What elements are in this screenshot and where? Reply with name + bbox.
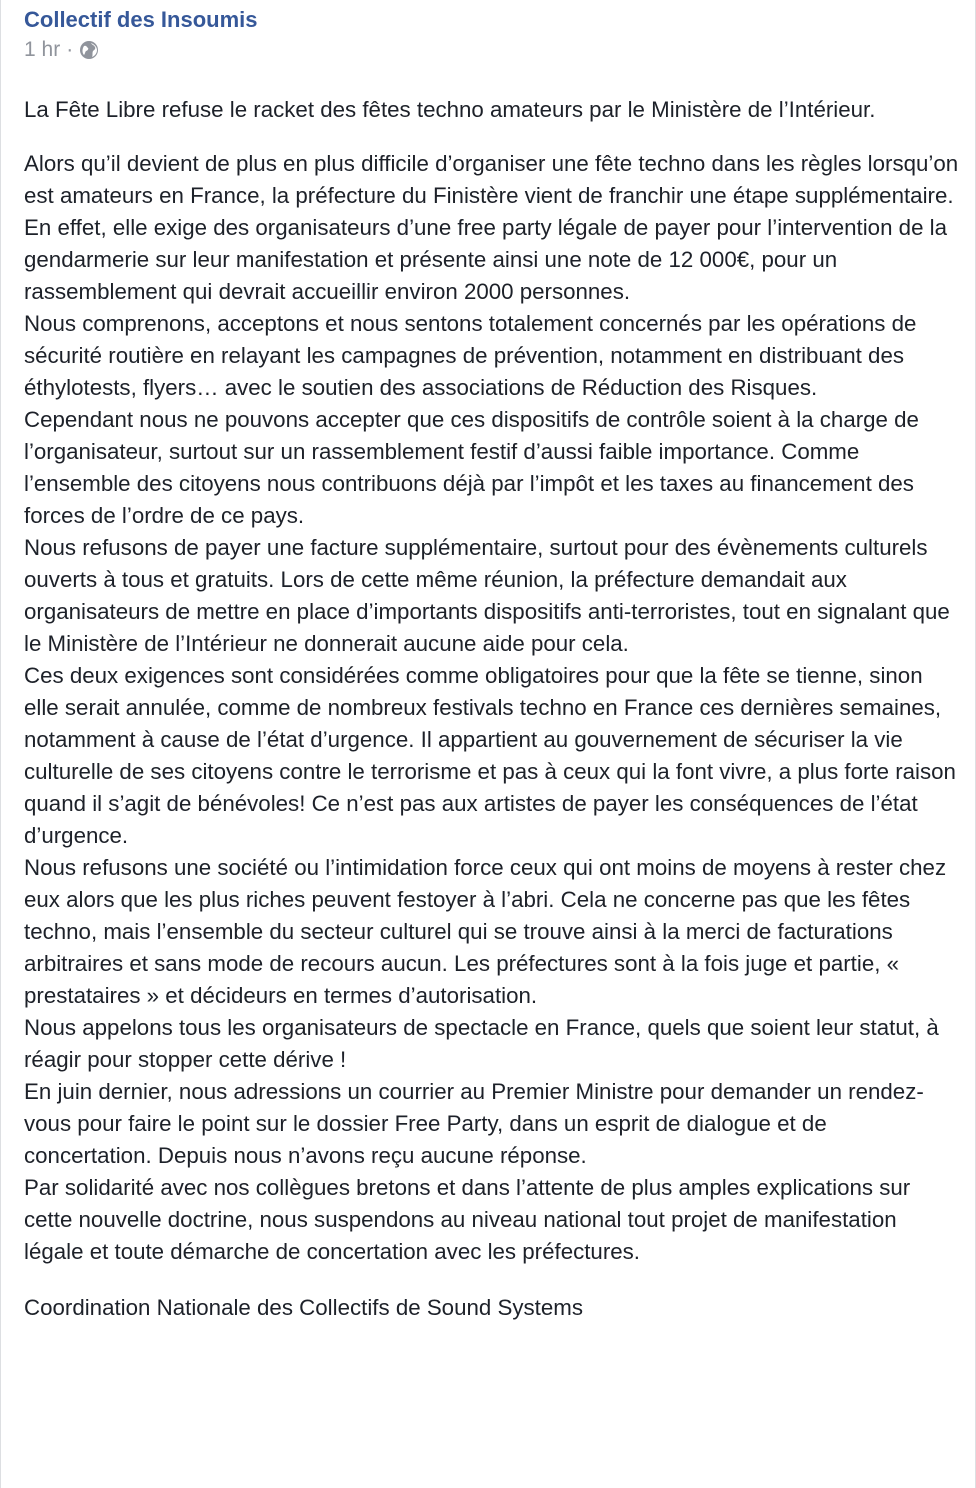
post-body [24,94,965,1324]
globe-icon[interactable] [79,40,99,60]
post-paragraph: Cependant nous ne pouvons accepter que ces dispositifs de contrôle soient à la charge de l’organisateur, surtout sur un rassemblement festif d’aussi faible importance. Comme l’ensemble des citoyens nous contribuons déjà par l’impôt et les taxes au financement des forces de l’ordre de ce pays. [24,407,926,528]
post-paragraph: Nous refusons une société ou l’intimidation force ceux qui ont moins de moyens à rester chez eux alors que les plus riches peuvent festoyer à l’abri. Cela ne concerne pas que les fêtes techno, mais l’ensemble du secteur culturel qui se trouve ainsi à la merci de facturations arbitraires et sans mode de recours aucun. Les préfectures sont à la fois juge et partie, « prestataires » et décideurs en termes d’autorisation. [24,855,953,1008]
post-paragraph: Alors qu’il devient de plus en plus difficile d’organiser une fête techno dans les règles lorsqu’on est amateurs en France, la préfecture du Finistère vient de franchir une étape supplémentaire. En effet, elle exige des organisateurs d’une free party légale de payer pour l’intervention de la gendarmerie sur leur manifestation et présente ainsi une note de 12 000€, pour un rassemblement qui devrait accueillir environ 2000 personnes. [24,151,965,304]
post-paragraph: En juin dernier, nous adressions un courrier au Premier Ministre pour demander un rendez-vous pour faire le point sur le dossier Free Party, dans un esprit de dialogue et de concertation. Depuis nous n’avons reçu aucune réponse. [24,1079,924,1168]
post-paragraph: Par solidarité avec nos collègues bretons et dans l’attente de plus amples explications sur cette nouvelle doctrine, nous suspendons au niveau national tout projet de manifestation légale et toute démarche de concertation avec les préfectures. [24,1175,917,1264]
post-paragraph: Ces deux exigences sont considérées comme obligatoires pour que la fête se tienne, sinon elle serait annulée, comme de nombreux festivals techno en France ces dernières semaines, notamment à cause de l’état d’urgence. Il appartient au gouvernement de sécuriser la vie culturelle de ses citoyens contre le terrorisme et pas à ceux qui la font vivre, a plus forte raison quand il s’agit de bénévoles! Ce n’est pas aux artistes de payer les conséquences de l’état d’urgence. [24,663,963,848]
post-paragraph: Nous appelons tous les organisateurs de spectacle en France, quels que soient leur statut, à réagir pour stopper cette dérive ! [24,1015,945,1072]
timestamp-link[interactable]: 1 hr [24,38,61,61]
post-meta [24,37,258,63]
post-paragraph: La Fête Libre refuse le racket des fêtes techno amateurs par le Ministère de l’Intérieur. [24,97,876,122]
author-name-link[interactable]: Collectif des Insoumis [24,7,258,32]
post-signature: Coordination Nationale des Collectifs de Sound Systems [24,1295,583,1320]
post-header [24,6,258,63]
post-paragraph: Nous comprenons, acceptons et nous sentons totalement concernés par les opérations de sécurité routière en relayant les campagnes de prévention, notamment en distribuant des éthylotests, flyers… avec le soutien des associations de Réduction des Risques. [24,311,923,400]
meta-separator: · [66,38,74,61]
post-paragraph: Nous refusons de payer une facture supplémentaire, surtout pour des évènements culturels ouverts à tous et gratuits. Lors de cette même réunion, la préfecture demandait aux organisateurs de mettre en place d’importants dispositifs anti-terroristes, tout en signalant que le Ministère de l’Intérieur ne donnerait aucune aide pour cela. [24,535,957,656]
